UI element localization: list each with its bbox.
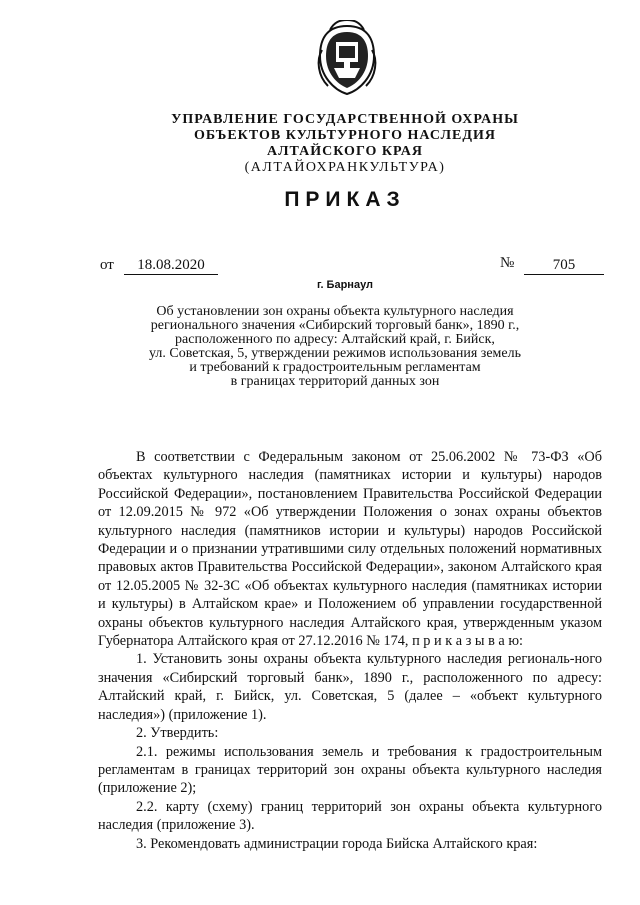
subject-line: расположенного по адресу: Алтайский край, г. Бийск,: [175, 332, 495, 347]
agency-line: ОБЪЕКТОВ КУЛЬТУРНОГО НАСЛЕДИЯ: [194, 128, 496, 143]
order-date: 18.08.2020: [124, 257, 218, 275]
agency-line: АЛТАЙСКОГО КРАЯ: [266, 144, 424, 159]
order-subject: [120, 305, 550, 389]
clause-2: 2. Утвердить:: [136, 725, 219, 742]
agency-line: УПРАВЛЕНИЕ ГОСУДАРСТВЕННОЙ ОХРАНЫ: [171, 112, 519, 127]
agency-name: [150, 112, 540, 176]
order-number: 705: [524, 257, 604, 275]
date-label: от: [100, 257, 114, 273]
order-body: [98, 448, 602, 853]
subject-line: Об установлении зон охраны объекта культурного наследия: [156, 304, 514, 319]
clause-2-2: 2.2. карту (схему) границ территорий зон охраны объекта культурного наследия (приложение 3).: [98, 798, 602, 834]
document-type-title: ПРИКАЗ: [284, 188, 406, 211]
preamble-paragraph: В соответствии с Федеральным законом от 25.06.2002 № 73-ФЗ «Об объектах культурного наследия (памятниках истории и культуры) народов Российской Федерации», постановлением Правительства Российской Федерации от 12.09.2015 № 972 «Об утверждении Положения о зонах охраны объектов культурного наследия (памятников истории и культуры) народов Российской Федерации и о признании утратившими силу отдельных положений нормативных правовых актов Правительства Российской Федерации», законом Алтайского края от 12.05.2005 № 32-ЗС «Об объектах культурного наследия (памятниках истории и культуры) в Алтайском крае» и Положением об управлении государственной охраны объектов культурного наследия Алтайского края, утвержденным указом Губернатора Алтайского края от 27.12.2016 № 174, п р и к а з ы в а ю:: [98, 449, 602, 650]
subject-line: и требований к градостроительным регламентам: [189, 360, 481, 375]
subject-line: в границах территорий данных зон: [230, 374, 440, 389]
subject-line: регионального значения «Сибирский торговый банк», 1890 г.,: [150, 318, 520, 333]
altai-krai-coat-of-arms-icon: [314, 20, 380, 98]
agency-short-name: (АЛТАЙОХРАНКУЛЬТУРА): [244, 160, 446, 175]
clause-1: 1. Установить зоны охраны объекта культурного наследия региональ-ного значения «Сибирский торговый банк», 1890 г., расположенного по адресу: Алтайский край, г. Бийск, ул. Советская, 5 (далее – «объект культурного наследия») (приложение 1).: [98, 651, 602, 723]
clause-2-1: 2.1. режимы использования земель и требования к градостроительным регламентам в границах территорий зон охраны объекта культурного наследия (приложение 2);: [98, 743, 602, 797]
city-name: г. Барнаул: [316, 279, 374, 291]
subject-line: ул. Советская, 5, утверждении режимов использования земель: [149, 346, 521, 361]
number-label: №: [500, 255, 515, 271]
clause-3: 3. Рекомендовать администрации города Бийска Алтайского края:: [136, 835, 538, 852]
